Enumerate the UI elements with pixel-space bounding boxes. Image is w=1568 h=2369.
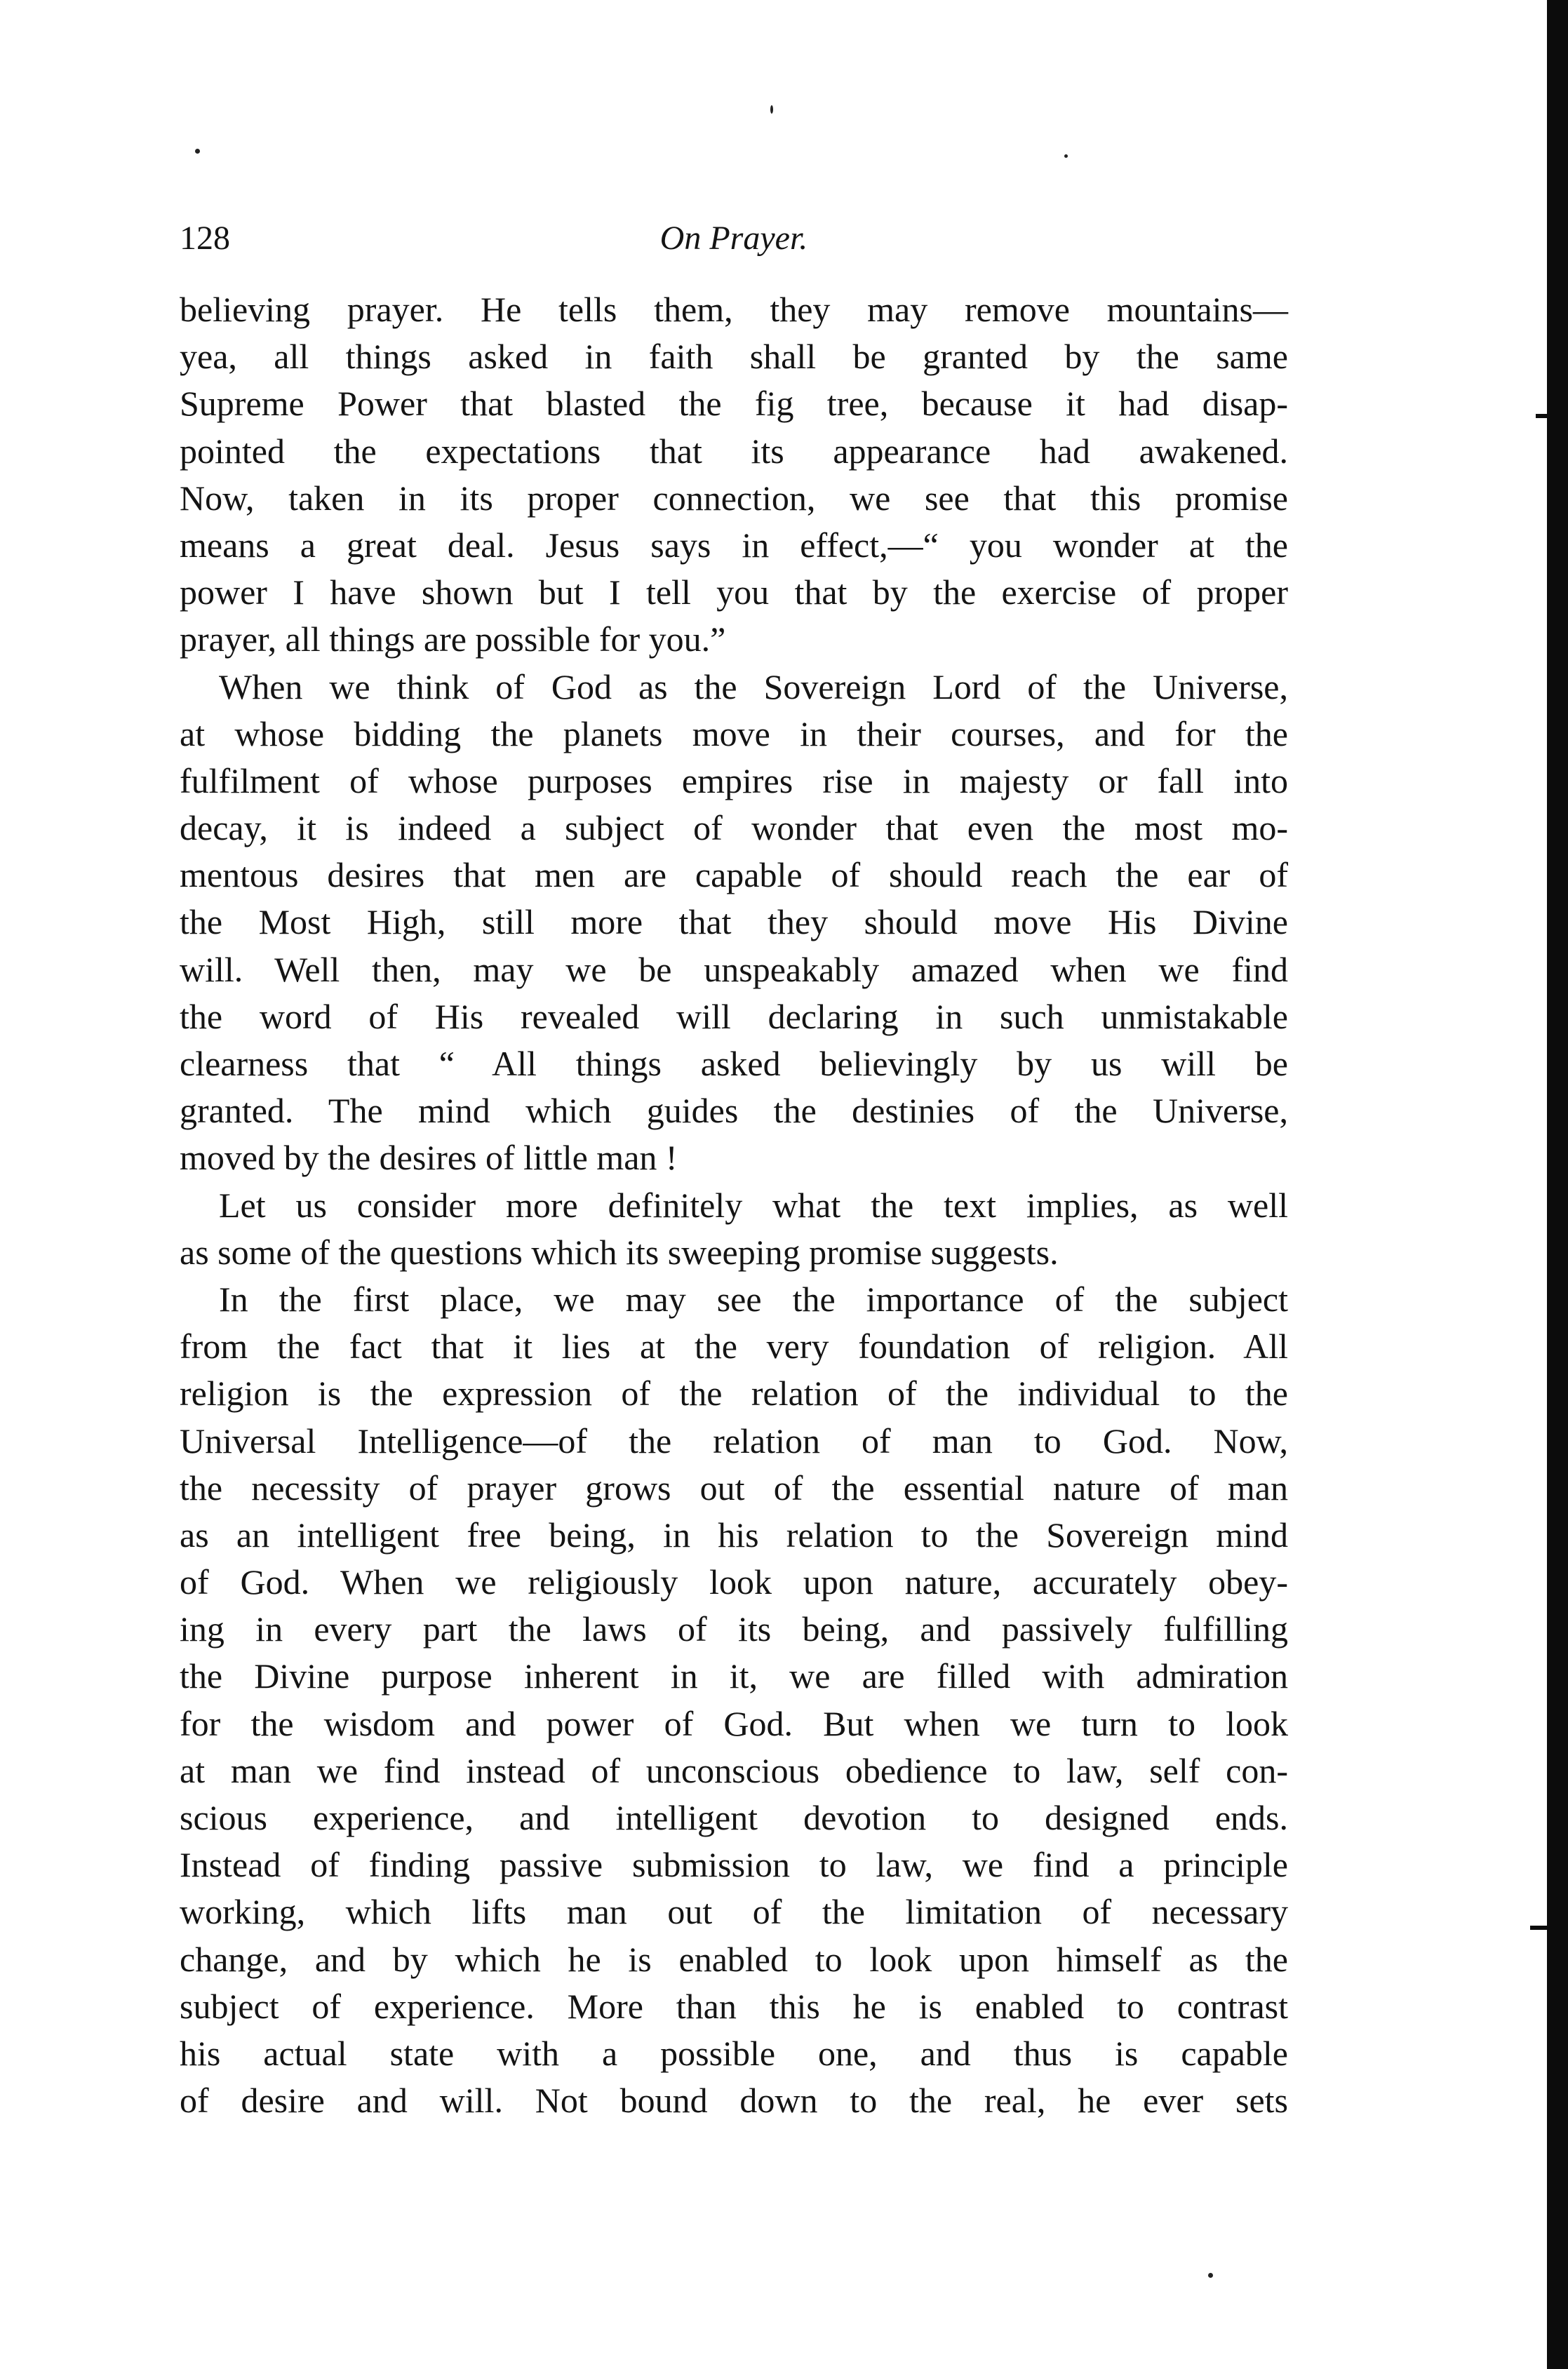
text-line: mentous desires that men are capable of should reach the ear of — [180, 855, 1288, 895]
paragraph-1 — [180, 286, 1288, 664]
scan-speck — [1064, 154, 1068, 158]
text-line: religion is the expression of the relation of the individual to the — [180, 1374, 1288, 1414]
paragraph-4 — [180, 1276, 1288, 2124]
text-line: of desire and will. Not bound down to the real, he ever sets — [180, 2081, 1288, 2121]
body-text — [180, 286, 1288, 2124]
page-title: On Prayer. — [659, 220, 808, 257]
text-line: from the fact that it lies at the very foundation of religion. All — [180, 1327, 1288, 1367]
text-line: prayer, all things are possible for you.” — [180, 619, 726, 659]
text-line: scious experience, and intelligent devotion to designed ends. — [180, 1798, 1288, 1837]
text-line: at whose bidding the planets move in their courses, and for the — [180, 713, 1288, 753]
text-line: the Divine purpose inherent in it, we are filled with admiration — [180, 1656, 1288, 1696]
text-line: clearness that “ All things asked believingly by us will be — [180, 1044, 1288, 1083]
text-line: will. Well then, may we be unspeakably amazed when we find — [180, 949, 1288, 989]
text-line: Now, taken in its proper connection, we see that this promise — [180, 478, 1288, 518]
text-line: as some of the questions which its sweeping promise suggests. — [180, 1232, 1059, 1272]
text-line: working, which lifts man out of the limitation of necessary — [180, 1892, 1288, 1932]
text-line: means a great deal. Jesus says in effect,—“ you wonder at the — [180, 525, 1288, 565]
text-line: for the wisdom and power of God. But when we turn to look — [180, 1703, 1288, 1743]
text-line: Supreme Power that blasted the fig tree, because it had disap- — [180, 384, 1288, 424]
text-line: of God. When we religiously look upon nature, accurately obey- — [180, 1562, 1288, 1602]
text-line: believing prayer. He tells them, they may remove mountains— — [180, 290, 1288, 329]
text-line: Universal Intelligence—of the relation of man to God. Now, — [180, 1421, 1288, 1461]
text-line: pointed the expectations that its appearance had awakened. — [180, 431, 1288, 471]
text-line: moved by the desires of little man ! — [180, 1138, 678, 1178]
text-line: When we think of God as the Sovereign Lord of the Universe, — [219, 666, 1288, 706]
text-line: fulfilment of whose purposes empires rise in majesty or fall into — [180, 760, 1288, 800]
scan-speck — [770, 105, 773, 114]
text-line: In the first place, we may see the importance of the subject — [219, 1279, 1288, 1319]
paragraph-3 — [180, 1182, 1288, 1276]
text-line: Let us consider more definitely what the text implies, as well — [219, 1185, 1288, 1225]
page-number: 128 — [180, 220, 230, 257]
text-line: the word of His revealed will declaring in such unmistakable — [180, 996, 1288, 1036]
page-edge-notch — [1536, 414, 1548, 418]
text-line: at man we find instead of unconscious obedience to law, self con- — [180, 1750, 1288, 1790]
scan-speck — [195, 149, 200, 154]
text-line: subject of experience. More than this he is enabled to contrast — [180, 1986, 1288, 2026]
running-head — [180, 210, 1288, 267]
text-line: change, and by which he is enabled to look upon himself as the — [180, 1939, 1288, 1979]
text-line: his actual state with a possible one, and thus is capable — [180, 2033, 1288, 2073]
text-line: Instead of finding passive submission to law, we find a principle — [180, 1845, 1288, 1885]
text-line: as an intelligent free being, in his relation to the Sovereign mind — [180, 1515, 1288, 1555]
text-line: yea, all things asked in faith shall be granted by the same — [180, 337, 1288, 377]
text-line: granted. The mind which guides the destinies of the Universe, — [180, 1091, 1288, 1131]
text-line: the necessity of prayer grows out of the essential nature of man — [180, 1468, 1288, 1508]
paragraph-2 — [180, 664, 1288, 1182]
scan-speck — [1208, 2273, 1213, 2278]
page-edge-shadow — [1547, 0, 1568, 2369]
text-line: the Most High, still more that they should move His Divine — [180, 902, 1288, 942]
text-line: decay, it is indeed a subject of wonder that even the most mo- — [180, 808, 1288, 848]
text-line: ing in every part the laws of its being, and passively fulfilling — [180, 1609, 1288, 1649]
page-edge-notch — [1530, 1926, 1548, 1930]
text-line: power I have shown but I tell you that by the exercise of proper — [180, 572, 1288, 612]
